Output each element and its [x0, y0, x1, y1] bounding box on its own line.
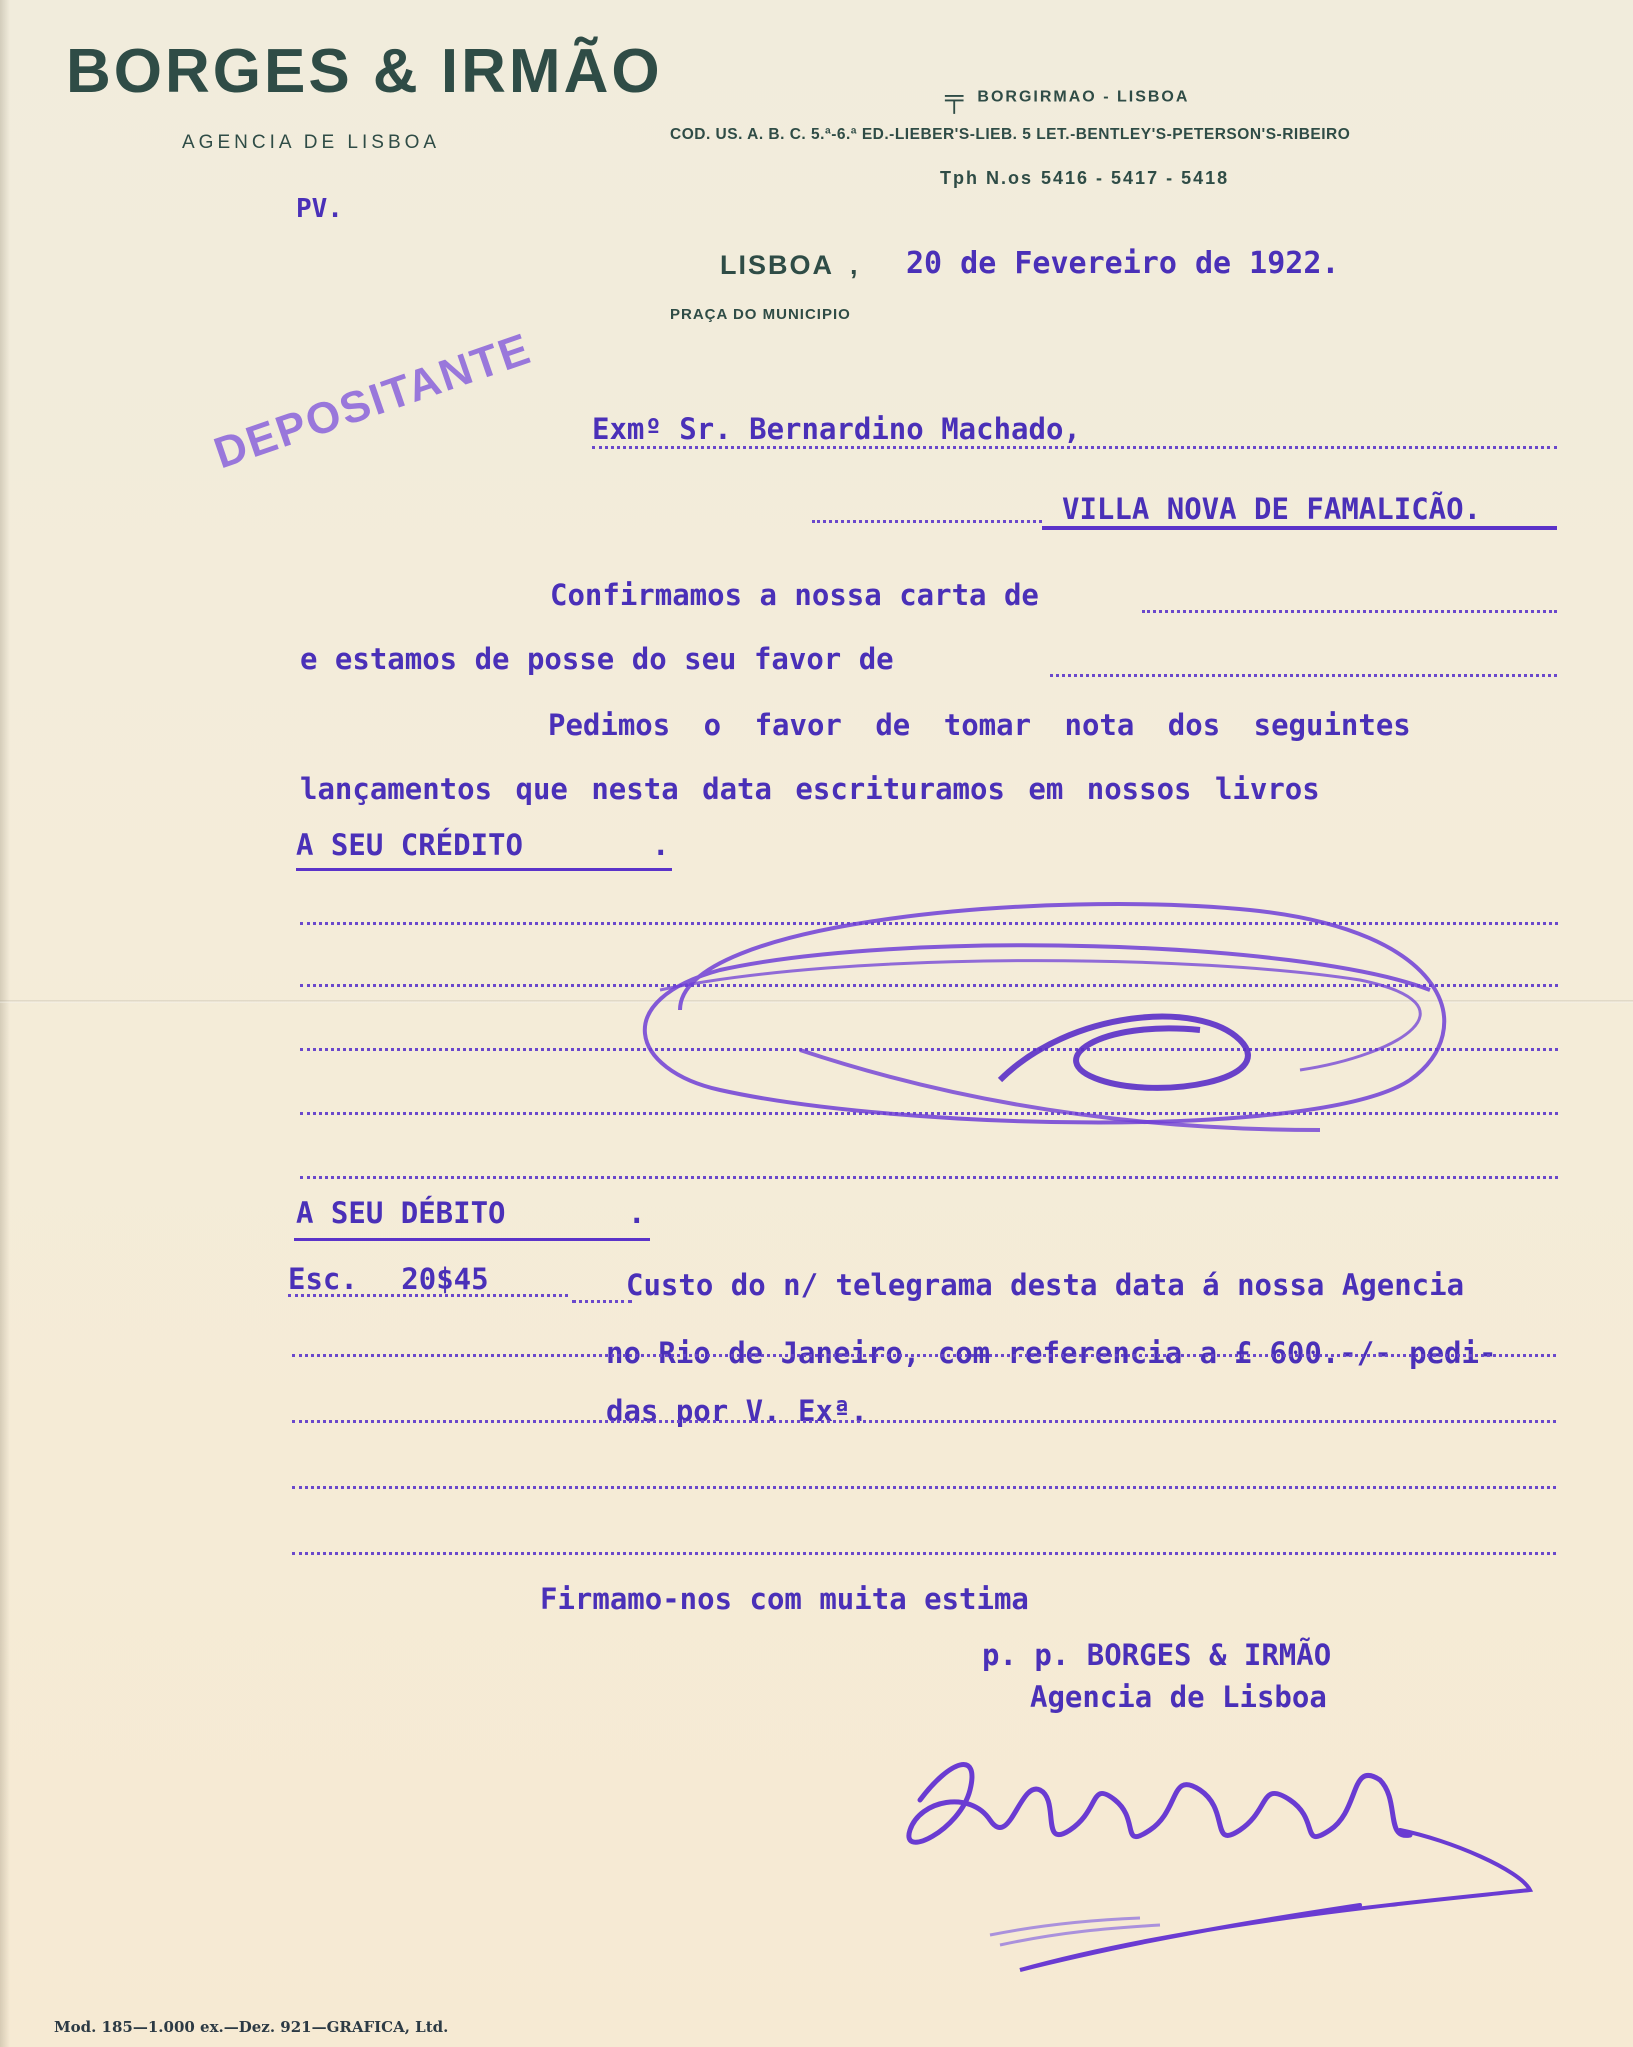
debit-line-2-dotted: [292, 1354, 1556, 1357]
print-footer: Mod. 185—1.000 ex.—Dez. 921—GRAFICA, Ltd.: [54, 2018, 449, 2036]
debit-entry-line-5: [292, 1552, 1556, 1555]
debit-line-1-dotted: [572, 1300, 632, 1303]
credit-heading-dot: .: [652, 828, 670, 862]
credit-underline: [296, 868, 672, 871]
agency-subtitle: AGENCIA DE LISBOA: [182, 132, 441, 153]
recipient-name: Exmº Sr. Bernardino Machado,: [592, 412, 1081, 446]
request-line-1: Pedimos o favor de tomar nota dos seguintes: [548, 708, 1411, 742]
phone-numbers: [940, 168, 1229, 189]
debit-amount-dotted-line: [288, 1294, 568, 1297]
place-name: LISBOA: [720, 250, 835, 280]
scribble-oval-inner: [660, 961, 1420, 1070]
debit-description-line-1: Custo do n/ telegrama desta data á nossa Agencia: [626, 1268, 1465, 1302]
credit-entry-line-5: [300, 1176, 1558, 1179]
signature-strokes: [909, 1765, 1410, 1843]
recipient-town: VILLA NOVA DE FAMALICÃO.: [1062, 492, 1482, 526]
closing-text: Firmamo-nos com muita estima: [540, 1582, 1029, 1616]
recipient-dotted-line: [592, 446, 1557, 449]
phone-label: Tph N.os: [940, 168, 1033, 188]
debit-description-line-3: das por V. Exª.: [606, 1394, 868, 1428]
debit-line-3-dotted: [292, 1420, 1556, 1423]
town-underline: [1042, 526, 1557, 530]
possession-text: e estamos de posse do seu favor de: [300, 642, 894, 676]
debit-heading-dot: .: [628, 1196, 646, 1230]
telegraph-text: BORGIRMAO - LISBOA: [977, 88, 1190, 106]
phone-values: 5416 - 5417 - 5418: [1041, 168, 1230, 188]
request-line-2: lançamentos que nesta data escrituramos em nossos livros: [300, 772, 1320, 806]
debit-entry-line-4: [292, 1486, 1556, 1489]
debit-amount: Esc. 20$45: [288, 1262, 489, 1296]
telegraph-address: [945, 82, 1189, 113]
signature-flourish: [1020, 1830, 1530, 1970]
possession-dotted-line: [1050, 674, 1557, 677]
letter-date: 20 de Fevereiro de 1922.: [906, 246, 1340, 281]
town-dotted-line: [812, 520, 1042, 523]
depositante-stamp: DEPOSITANTE: [208, 324, 538, 479]
confirm-dotted-line: [1142, 610, 1557, 613]
debit-heading: A SEU DÉBITO: [296, 1196, 506, 1230]
reference-code: PV.: [296, 194, 343, 224]
signature-scratch: [990, 1918, 1160, 1945]
signoff-agency: Agencia de Lisboa: [1030, 1680, 1327, 1714]
place-comma: ,: [850, 250, 858, 280]
scribble-loop: [1000, 1017, 1248, 1088]
company-name: BORGES & IRMÃO: [66, 37, 663, 106]
cancellation-scribble: [600, 880, 1500, 1170]
telegraph-codes: COD. US. A. B. C. 5.ª-6.ª ED.-LIEBER'S-LIEB. 5 LET.-BENTLEY'S-PETERSON'S-RIBEIRO: [670, 126, 1351, 143]
confirm-letter-text: Confirmamos a nossa carta de: [550, 578, 1039, 612]
debit-underline: [294, 1238, 650, 1241]
street-address: PRAÇA DO MUNICIPIO: [670, 306, 851, 323]
telegraph-icon: ╤: [945, 82, 966, 112]
scribble-oval-outer: [645, 904, 1444, 1122]
handwritten-signature: [840, 1720, 1560, 1980]
credit-heading: A SEU CRÉDITO: [296, 828, 523, 862]
paper-edge-shadow: [0, 0, 10, 2047]
debit-description-line-2: no Rio de Janeiro, com referencia a £ 600.-/- pedi-: [606, 1336, 1497, 1370]
signoff-company: p. p. BORGES & IRMÃO: [982, 1638, 1332, 1672]
